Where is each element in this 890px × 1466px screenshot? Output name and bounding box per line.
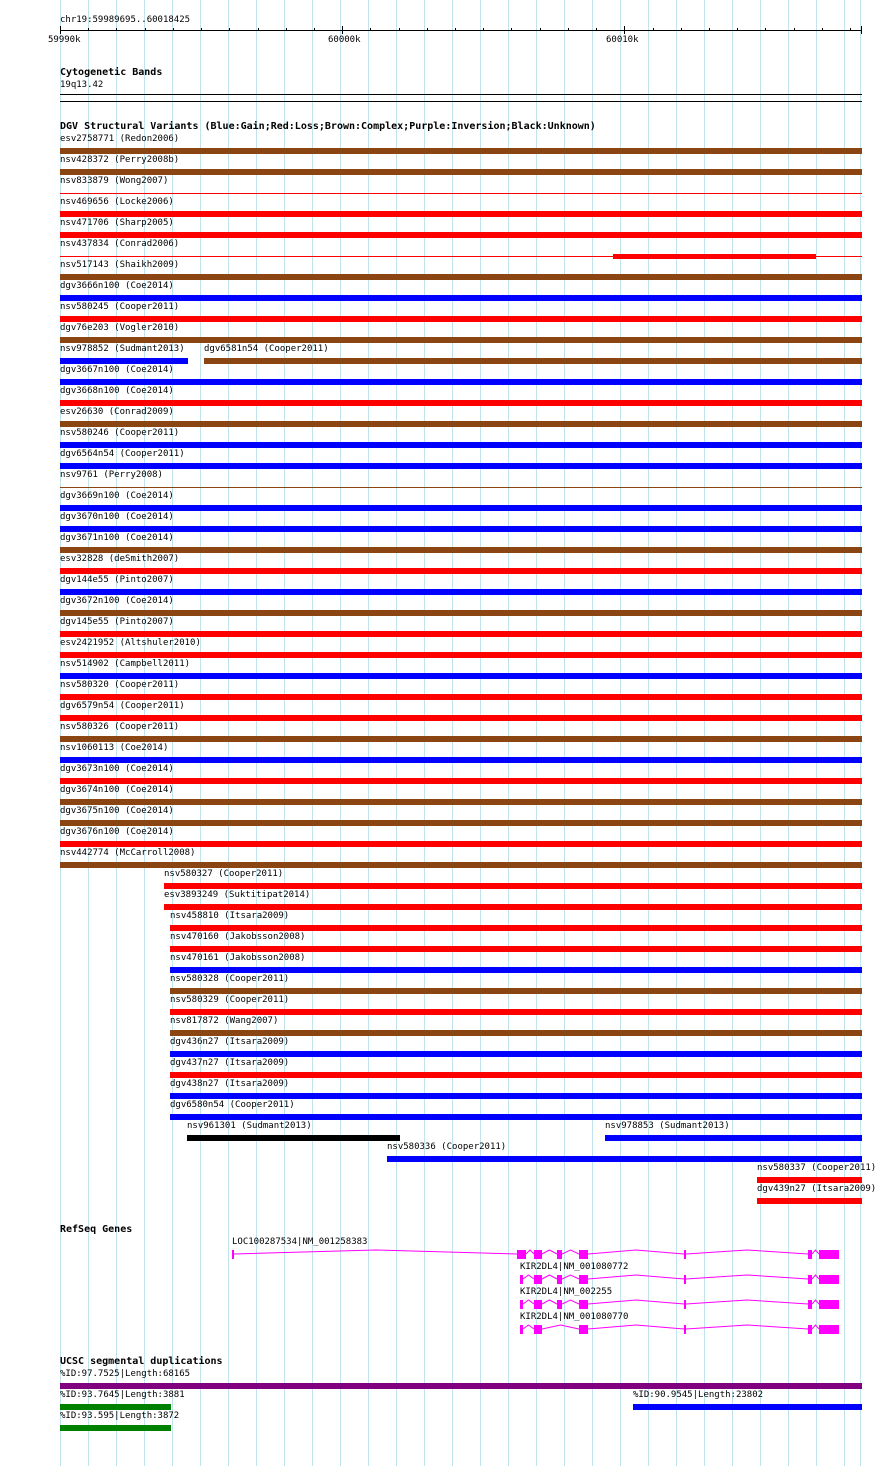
grid-line	[648, 0, 649, 1466]
grid-line	[228, 0, 229, 1466]
variant-bar[interactable]	[60, 442, 862, 448]
variant-bar[interactable]	[170, 1072, 862, 1078]
variant-bar[interactable]	[60, 274, 862, 280]
variant-label[interactable]: nsv580329 (Cooper2011)	[170, 995, 290, 1005]
variant-label[interactable]: nsv9761 (Perry2008)	[60, 470, 163, 480]
exon-block	[819, 1325, 839, 1334]
variant-bar[interactable]	[170, 1093, 862, 1099]
variant-bar[interactable]	[60, 487, 862, 488]
exon-block	[517, 1250, 526, 1259]
intron-line	[588, 1250, 684, 1254]
variant-bar[interactable]	[60, 193, 862, 194]
variant-label[interactable]: dgv3669n100 (Coe2014)	[60, 491, 174, 501]
segdup-bar[interactable]	[633, 1404, 862, 1410]
grid-line	[760, 0, 761, 1466]
exon-block	[579, 1275, 588, 1284]
variant-label[interactable]: esv3893249 (Suktitipat2014)	[164, 890, 311, 900]
variant-label[interactable]: nsv517143 (Shaikh2009)	[60, 260, 180, 270]
variant-bar[interactable]	[60, 736, 862, 742]
variant-label[interactable]: dgv3670n100 (Coe2014)	[60, 512, 174, 522]
variant-label[interactable]: nsv580328 (Cooper2011)	[170, 974, 290, 984]
exon-block	[520, 1300, 523, 1309]
ruler-tick	[286, 28, 287, 31]
ruler-line	[60, 30, 862, 31]
variant-label[interactable]: dgv437n27 (Itsara2009)	[170, 1058, 290, 1068]
ruler-tick	[258, 28, 259, 31]
segdup-track-title[interactable]: UCSC segmental duplications	[60, 1356, 223, 1367]
intron-line	[588, 1300, 684, 1304]
variant-label[interactable]: dgv144e55 (Pinto2007)	[60, 575, 174, 585]
ruler-tick	[624, 26, 625, 34]
ruler-tick	[794, 28, 795, 31]
intron-line	[526, 1250, 534, 1254]
cytoband-track-title[interactable]: Cytogenetic Bands	[60, 67, 163, 78]
variant-label[interactable]: esv32828 (deSmith2007)	[60, 554, 180, 564]
variant-label[interactable]: nsv817872 (Wang2007)	[170, 1016, 279, 1026]
exon-block	[819, 1250, 839, 1259]
exon-block	[520, 1325, 523, 1334]
segdup-label[interactable]: %ID:97.7525|Length:68165	[60, 1369, 191, 1379]
intron-line	[542, 1300, 557, 1304]
location-label: chr19:59989695..60018425	[60, 15, 191, 25]
cytoband-line	[60, 94, 862, 95]
variant-bar[interactable]	[60, 862, 862, 868]
ruler-tick	[201, 28, 202, 31]
grid-line	[860, 0, 861, 1466]
variant-bar[interactable]	[60, 841, 862, 847]
variant-bar[interactable]	[60, 778, 862, 784]
variant-bar[interactable]	[60, 820, 862, 826]
intron-line	[542, 1250, 557, 1254]
variant-bar[interactable]	[60, 358, 188, 364]
cytoband-label: 19q13.42	[60, 80, 104, 90]
variant-label[interactable]: nsv1060113 (Coe2014)	[60, 743, 169, 753]
variant-bar[interactable]	[187, 1135, 400, 1141]
variant-label[interactable]: dgv76e203 (Vogler2010)	[60, 323, 180, 333]
ruler-tick	[370, 28, 371, 31]
variant-label[interactable]: dgv436n27 (Itsara2009)	[170, 1037, 290, 1047]
variant-bar[interactable]	[170, 967, 862, 973]
exon-block	[684, 1275, 686, 1284]
exon-block	[684, 1250, 686, 1259]
exon-block	[808, 1250, 812, 1259]
variant-bar[interactable]	[60, 715, 862, 721]
ruler-tick	[540, 28, 541, 31]
grid-line	[508, 0, 509, 1466]
grid-line	[676, 0, 677, 1466]
intron-line	[234, 1250, 517, 1254]
variant-label[interactable]: nsv471706 (Sharp2005)	[60, 218, 174, 228]
intron-line	[523, 1300, 534, 1304]
ruler-tick	[861, 26, 862, 34]
variant-bar[interactable]	[60, 673, 862, 679]
variant-label[interactable]: dgv3667n100 (Coe2014)	[60, 365, 174, 375]
exon-block	[557, 1300, 562, 1309]
variant-bar[interactable]	[60, 799, 862, 805]
variant-bar[interactable]	[60, 610, 862, 616]
ruler-tick-label: 59990k	[48, 35, 81, 45]
intron-line	[523, 1275, 534, 1279]
ruler-tick	[511, 28, 512, 31]
ruler-tick-label: 60000k	[328, 35, 361, 45]
ruler-tick	[455, 28, 456, 31]
ruler-tick	[822, 28, 823, 31]
exon-block	[819, 1275, 839, 1284]
exon-block	[684, 1300, 686, 1309]
ruler-tick	[483, 28, 484, 31]
grid-line	[424, 0, 425, 1466]
variant-bar[interactable]	[170, 1051, 862, 1057]
exon-block	[579, 1300, 588, 1309]
variant-bar[interactable]	[60, 379, 862, 385]
variant-label[interactable]: nsv580245 (Cooper2011)	[60, 302, 180, 312]
variant-bar[interactable]	[60, 295, 862, 301]
ruler-tick	[850, 28, 851, 31]
variant-bar[interactable]	[60, 211, 862, 217]
ruler-tick	[653, 28, 654, 31]
ruler-tick	[681, 28, 682, 31]
exon-block	[579, 1325, 588, 1334]
variant-bar[interactable]	[60, 421, 862, 427]
exon-block	[232, 1250, 234, 1259]
variant-bar[interactable]	[60, 463, 862, 469]
grid-line	[368, 0, 369, 1466]
segdup-label[interactable]: %ID:93.595|Length:3872	[60, 1411, 180, 1421]
variant-label[interactable]: nsv580337 (Cooper2011)	[757, 1163, 877, 1173]
variant-label[interactable]: dgv3668n100 (Coe2014)	[60, 386, 174, 396]
exon-block	[808, 1275, 812, 1284]
cytoband-line	[60, 101, 862, 102]
variant-bar[interactable]	[60, 337, 862, 343]
variant-bar[interactable]	[170, 1030, 862, 1036]
variant-label[interactable]: nsv469656 (Locke2006)	[60, 197, 174, 207]
variant-label[interactable]: dgv3676n100 (Coe2014)	[60, 827, 174, 837]
variant-label[interactable]: nsv470161 (Jakobsson2008)	[170, 953, 306, 963]
variant-label[interactable]: esv26630 (Conrad2009)	[60, 407, 174, 417]
variant-bar[interactable]	[60, 316, 862, 322]
ruler-tick	[116, 28, 117, 31]
variant-label[interactable]: nsv580326 (Cooper2011)	[60, 722, 180, 732]
variant-bar[interactable]	[170, 925, 862, 931]
variant-bar[interactable]	[60, 757, 862, 763]
variant-bar[interactable]	[170, 988, 862, 994]
ruler-tick	[342, 26, 343, 34]
ruler-tick	[399, 28, 400, 31]
variant-bar[interactable]	[60, 232, 862, 238]
variant-label[interactable]: nsv961301 (Sudmant2013)	[187, 1121, 312, 1131]
grid-line	[564, 0, 565, 1466]
ruler-tick	[596, 28, 597, 31]
variant-bar[interactable]	[60, 505, 862, 511]
variant-label[interactable]: nsv978852 (Sudmant2013)	[60, 344, 185, 354]
variant-label[interactable]: nsv470160 (Jakobsson2008)	[170, 932, 306, 942]
dgv-track-title[interactable]: DGV Structural Variants (Blue:Gain;Red:Loss;Brown:Complex;Purple:Inversion;Black:Unknown)	[60, 121, 596, 132]
ruler-tick	[709, 28, 710, 31]
grid-line	[480, 0, 481, 1466]
ruler-tick	[314, 28, 315, 31]
grid-line	[592, 0, 593, 1466]
variant-label[interactable]: dgv6579n54 (Cooper2011)	[60, 701, 185, 711]
variant-label[interactable]: dgv3674n100 (Coe2014)	[60, 785, 174, 795]
variant-bar[interactable]	[387, 1156, 862, 1162]
grid-line	[536, 0, 537, 1466]
intron-line	[542, 1275, 557, 1279]
ruler-tick	[427, 28, 428, 31]
grid-line	[396, 0, 397, 1466]
ruler-tick	[88, 28, 89, 31]
variant-label[interactable]: dgv3672n100 (Coe2014)	[60, 596, 174, 606]
segdup-bar[interactable]	[60, 1383, 862, 1389]
variant-label[interactable]: dgv6580n54 (Cooper2011)	[170, 1100, 295, 1110]
exon-block	[579, 1250, 588, 1259]
grid-line	[816, 0, 817, 1466]
grid-line	[704, 0, 705, 1466]
exon-block	[808, 1300, 812, 1309]
segdup-bar[interactable]	[60, 1425, 171, 1431]
intron-line	[523, 1325, 534, 1329]
variant-label[interactable]: nsv458810 (Itsara2009)	[170, 911, 290, 921]
segdup-bar[interactable]	[60, 1404, 171, 1410]
exon-block	[520, 1275, 523, 1284]
variant-bar[interactable]	[613, 254, 816, 259]
variant-bar[interactable]	[170, 1009, 862, 1015]
variant-bar[interactable]	[204, 358, 862, 364]
ruler-tick	[60, 26, 61, 34]
exon-block	[557, 1275, 562, 1284]
grid-line	[200, 0, 201, 1466]
ruler-tick	[737, 28, 738, 31]
variant-bar[interactable]	[60, 652, 862, 658]
variant-label[interactable]: esv2421952 (Altshuler2010)	[60, 638, 201, 648]
variant-label[interactable]: dgv6564n54 (Cooper2011)	[60, 449, 185, 459]
ruler-tick	[568, 28, 569, 31]
variant-label[interactable]: dgv3673n100 (Coe2014)	[60, 764, 174, 774]
gene-label[interactable]: KIR2DL4|NM_001080770	[520, 1312, 629, 1322]
variant-bar[interactable]	[757, 1177, 862, 1183]
variant-label[interactable]: esv2758771 (Redon2006)	[60, 134, 180, 144]
gene-label[interactable]: KIR2DL4|NM_002255	[520, 1287, 613, 1297]
grid-line	[732, 0, 733, 1466]
variant-bar[interactable]	[164, 883, 862, 889]
segdup-label[interactable]: %ID:93.7645|Length:3881	[60, 1390, 185, 1400]
grid-line	[788, 0, 789, 1466]
grid-line	[452, 0, 453, 1466]
variant-bar[interactable]	[164, 904, 862, 910]
intron-line	[588, 1275, 684, 1279]
grid-line	[844, 0, 845, 1466]
ruler-tick	[229, 28, 230, 31]
intron-line	[588, 1325, 684, 1329]
variant-label[interactable]: dgv3671n100 (Coe2014)	[60, 533, 174, 543]
variant-bar[interactable]	[60, 631, 862, 637]
variant-bar[interactable]	[60, 169, 862, 175]
variant-bar[interactable]	[60, 568, 862, 574]
variant-label[interactable]: nsv580336 (Cooper2011)	[387, 1142, 507, 1152]
variant-label[interactable]: nsv978853 (Sudmant2013)	[605, 1121, 730, 1131]
variant-bar[interactable]	[605, 1135, 862, 1141]
variant-label[interactable]: nsv514902 (Campbell2011)	[60, 659, 191, 669]
exon-block	[557, 1250, 562, 1259]
variant-bar[interactable]	[60, 694, 862, 700]
variant-label[interactable]: dgv6581n54 (Cooper2011)	[204, 344, 329, 354]
ruler-tick	[173, 28, 174, 31]
refseq-track-title[interactable]: RefSeq Genes	[60, 1224, 133, 1235]
gene-label[interactable]: KIR2DL4|NM_001080772	[520, 1262, 629, 1272]
variant-label[interactable]: nsv437834 (Conrad2006)	[60, 239, 180, 249]
variant-label[interactable]: dgv3675n100 (Coe2014)	[60, 806, 174, 816]
variant-label[interactable]: nsv580320 (Cooper2011)	[60, 680, 180, 690]
variant-label[interactable]: dgv439n27 (Itsara2009)	[757, 1184, 877, 1194]
ruler-tick-label: 60010k	[606, 35, 639, 45]
ruler-tick	[145, 28, 146, 31]
variant-label[interactable]: dgv145e55 (Pinto2007)	[60, 617, 174, 627]
variant-bar[interactable]	[60, 148, 862, 154]
variant-label[interactable]: nsv442774 (McCarroll2008)	[60, 848, 196, 858]
ruler-tick	[765, 28, 766, 31]
variant-bar[interactable]	[60, 400, 862, 406]
variant-label[interactable]: nsv580246 (Cooper2011)	[60, 428, 180, 438]
variant-label[interactable]: nsv580327 (Cooper2011)	[164, 869, 284, 879]
variant-label[interactable]: nsv833879 (Wong2007)	[60, 176, 169, 186]
exon-block	[808, 1325, 812, 1334]
variant-bar[interactable]	[757, 1198, 862, 1204]
variant-bar[interactable]	[170, 946, 862, 952]
exon-block	[819, 1300, 839, 1309]
variant-label[interactable]: nsv428372 (Perry2008b)	[60, 155, 180, 165]
exon-block	[684, 1325, 686, 1334]
variant-bar[interactable]	[60, 547, 862, 553]
variant-bar[interactable]	[60, 589, 862, 595]
grid-line	[620, 0, 621, 1466]
segdup-label[interactable]: %ID:90.9545|Length:23802	[633, 1390, 764, 1400]
variant-label[interactable]: dgv438n27 (Itsara2009)	[170, 1079, 290, 1089]
variant-label[interactable]: dgv3666n100 (Coe2014)	[60, 281, 174, 291]
variant-bar[interactable]	[60, 526, 862, 532]
variant-bar[interactable]	[170, 1114, 862, 1120]
intron-line	[542, 1325, 579, 1329]
gene-label[interactable]: LOC100287534|NM_001258383	[232, 1237, 368, 1247]
